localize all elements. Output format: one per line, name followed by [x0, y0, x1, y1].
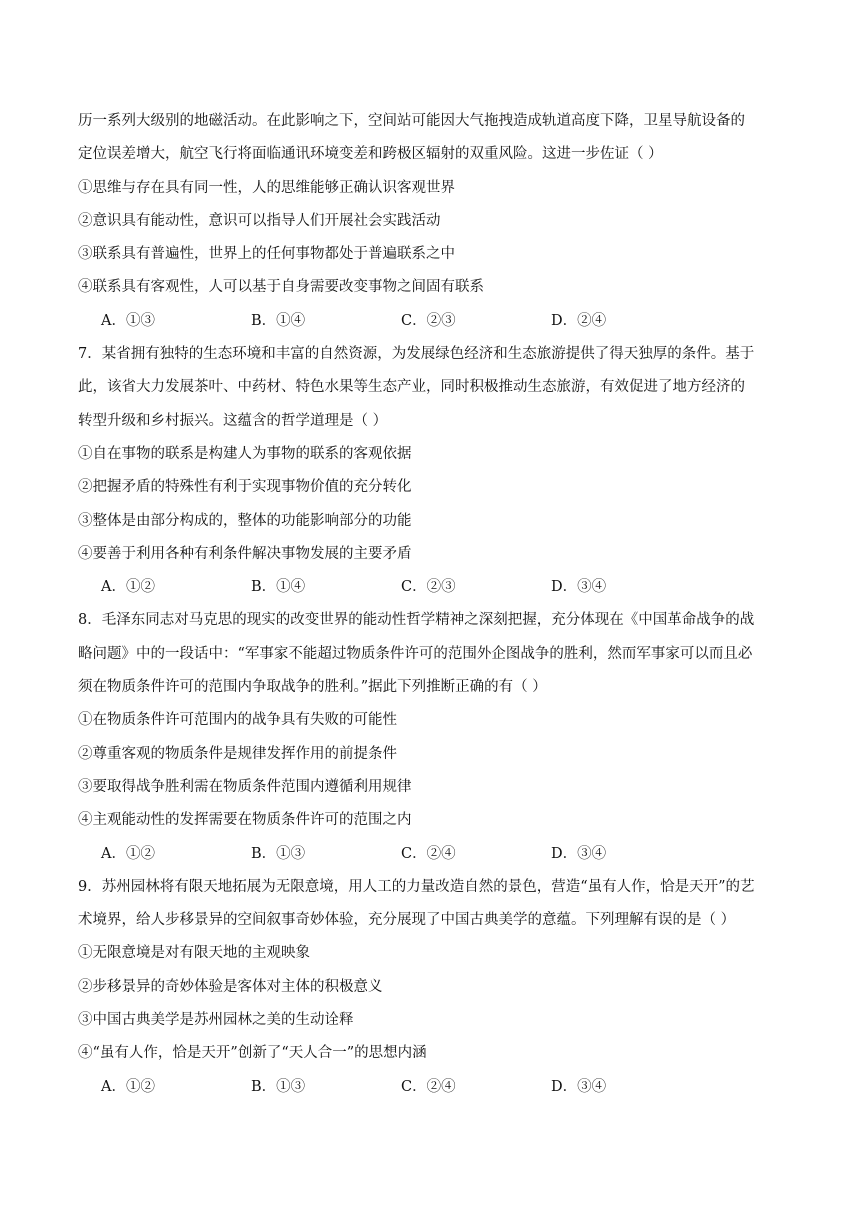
- statement-1: ①思维与存在具有同一性，人的思维能够正确认识客观世界: [78, 179, 455, 196]
- question-6-stem-line: 定位误差增大，航空飞行将面临通讯环境变差和跨极区辐射的双重风险。这进一步佐证（ ）: [78, 146, 663, 163]
- statement-4: ④要善于利用各种有利条件解决事物发展的主要矛盾: [78, 545, 412, 562]
- option-c: C．②④: [401, 1078, 456, 1095]
- statement-3: ③整体是由部分构成的，整体的功能影响部分的功能: [78, 512, 412, 529]
- statement-2: ②把握矛盾的特殊性有利于实现事物价值的充分转化: [78, 479, 412, 496]
- option-b: B．①③: [251, 845, 306, 862]
- statement-4: ④联系具有客观性，人可以基于自身需要改变事物之间固有联系: [78, 279, 484, 296]
- statement-1: ①自在事物的联系是构建人为事物的联系的客观依据: [78, 445, 412, 462]
- option-c: C．②④: [401, 845, 456, 862]
- statement-3: ③要取得战争胜利需在物质条件范围内遵循利用规律: [78, 778, 412, 795]
- question-content: [78, 105, 790, 1104]
- statement-1: ①无限意境是对有限天地的主观映象: [78, 945, 310, 962]
- answer-options: [78, 1071, 790, 1104]
- answer-options: [78, 305, 790, 338]
- statement-3: ③中国古典美学是苏州园林之美的生动诠释: [78, 1012, 354, 1029]
- question-9-stem-line: 9．苏州园林将有限天地拓展为无限意境，用人工的力量改造自然的景色，营造“虽有人作，恰是天开”的艺: [78, 878, 755, 895]
- option-d: D．③④: [551, 579, 607, 596]
- question-7-stem-line: 此，该省大力发展茶叶、中药材、特色水果等生态产业，同时积极推动生态旅游，有效促进了地方经济的: [78, 379, 745, 396]
- statement-1: ①在物质条件许可范围内的战争具有失败的可能性: [78, 712, 397, 729]
- answer-options: [78, 838, 790, 871]
- question-8-stem-line: 须在物质条件许可的范围内争取战争的胜利。”据此下列推断正确的有（ ）: [78, 679, 547, 696]
- option-b: B．①③: [251, 1078, 306, 1095]
- statement-2: ②步移景异的奇妙体验是客体对主体的积极意义: [78, 978, 383, 995]
- question-7-stem-line: 转型升级和乡村振兴。这蕴含的哲学道理是（ ）: [78, 412, 388, 429]
- option-a: A．①②: [101, 1078, 155, 1095]
- option-a: A．①③: [101, 312, 155, 329]
- question-7: [78, 338, 790, 604]
- question-7-stem-line: 7．某省拥有独特的生态环境和丰富的自然资源，为发展绿色经济和生态旅游提供了得天独厚的条件。基于: [78, 346, 755, 363]
- question-9-stem-line: 术境界，给人步移景异的空间叙事奇妙体验，充分展现了中国古典美学的意蕴。下列理解有误的是（ ）: [78, 912, 736, 929]
- statement-2: ②意识具有能动性，意识可以指导人们开展社会实践活动: [78, 212, 441, 229]
- question-9: [78, 871, 790, 1104]
- option-c: C．②③: [401, 579, 456, 596]
- option-b: B．①④: [251, 312, 306, 329]
- option-d: D．③④: [551, 845, 607, 862]
- question-8: [78, 604, 790, 870]
- option-d: D．③④: [551, 1078, 607, 1095]
- option-a: A．①②: [101, 845, 155, 862]
- option-b: B．①④: [251, 579, 306, 596]
- answer-options: [78, 571, 790, 604]
- statement-4: ④“虽有人作，恰是天开”创新了“天人合一”的思想内涵: [78, 1045, 427, 1062]
- question-8-stem-line: 略问题》中的一段话中：“军事家不能超过物质条件许可的范围外企图战争的胜利，然而军事家可以而且必: [78, 645, 753, 662]
- statement-4: ④主观能动性的发挥需要在物质条件许可的范围之内: [78, 812, 412, 829]
- statement-3: ③联系具有普遍性，世界上的任何事物都处于普遍联系之中: [78, 246, 455, 263]
- option-c: C．②③: [401, 312, 456, 329]
- question-8-stem-line: 8．毛泽东同志对马克思的现实的改变世界的能动性哲学精神之深刻把握，充分体现在《中国革命战争的战: [78, 612, 755, 629]
- option-d: D．②④: [551, 312, 607, 329]
- option-a: A．①②: [101, 579, 155, 596]
- statement-2: ②尊重客观的物质条件是规律发挥作用的前提条件: [78, 745, 397, 762]
- question-6-stem-line: 历一系列大级别的地磁活动。在此影响之下，空间站可能因大气拖拽造成轨道高度下降，卫星导航设备的: [78, 113, 745, 129]
- question-6: [78, 105, 790, 338]
